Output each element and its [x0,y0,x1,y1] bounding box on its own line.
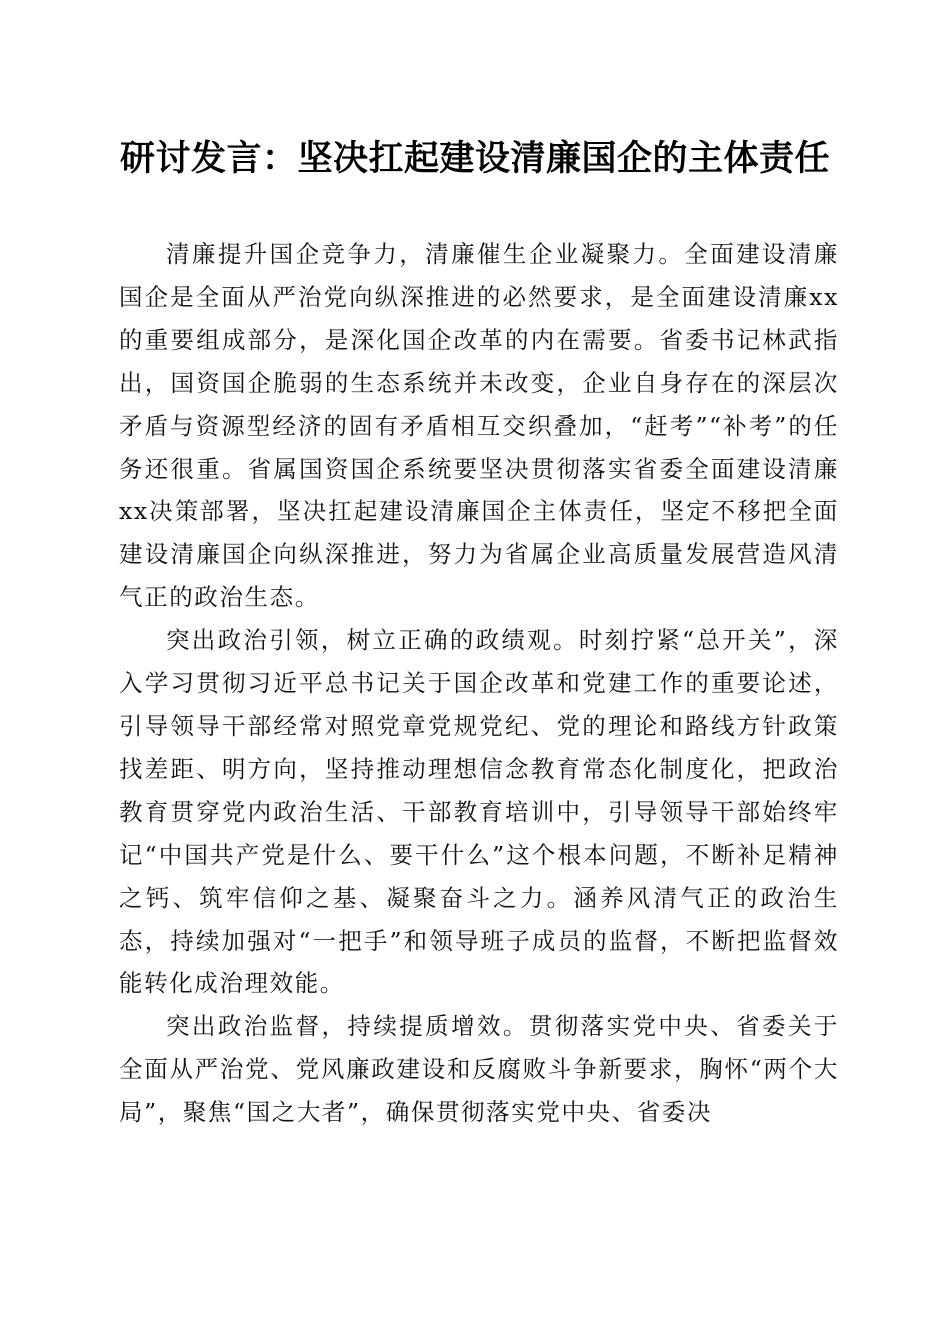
paragraph-political-guidance: 突出政治引领，树立正确的政绩观。时刻拧紧“总开关”，深入学习贯彻习近平总书记关于国企改革和党建工作的重要论述，引导领导干部经常对照党章党规党纪、党的理论和路线方针政策找差距、明方向，坚持推动理想信念教育常态化制度化，把政治教育贯穿党内政治生活、干部教育培训中，引导领导干部始终牢记“中国共产党是什么、要干什么”这个根本问题，不断补足精神之钙、筑牢信仰之基、凝聚奋斗之力。涵养风清气正的政治生态，持续加强对“一把手”和领导班子成员的监督，不断把监督效能转化成治理效能。 [119,626,839,998]
document-title: 研讨发言：坚决扛起建设清廉国企的主体责任 [119,138,830,179]
paragraph-intro: 清廉提升国企竞争力，清廉催生企业凝聚力。全面建设清廉国企是全面从严治党向纵深推进的必然要求，是全面建设清廉xx的重要组成部分，是深化国企改革的内在需要。省委书记林武指出，国资国企脆弱的生态系统并未改变，企业自身存在的深层次矛盾与资源型经济的固有矛盾相互交织叠加，“赶考”“补考”的任务还很重。省属国资国企系统要坚决贯彻落实省委全面建设清廉xx决策部署，坚决扛起建设清廉国企主体责任，坚定不移把全面建设清廉国企向纵深推进，努力为省属企业高质量发展营造风清气正的政治生态。 [119,240,839,612]
document-body [119,233,839,1134]
paragraph-political-supervision: 突出政治监督，持续提质增效。贯彻落实党中央、省委关于全面从严治党、党风廉政建设和反腐败斗争新要求，胸怀“两个大局”，聚焦“国之大者”，确保贯彻落实党中央、省委决 [119,1012,839,1127]
